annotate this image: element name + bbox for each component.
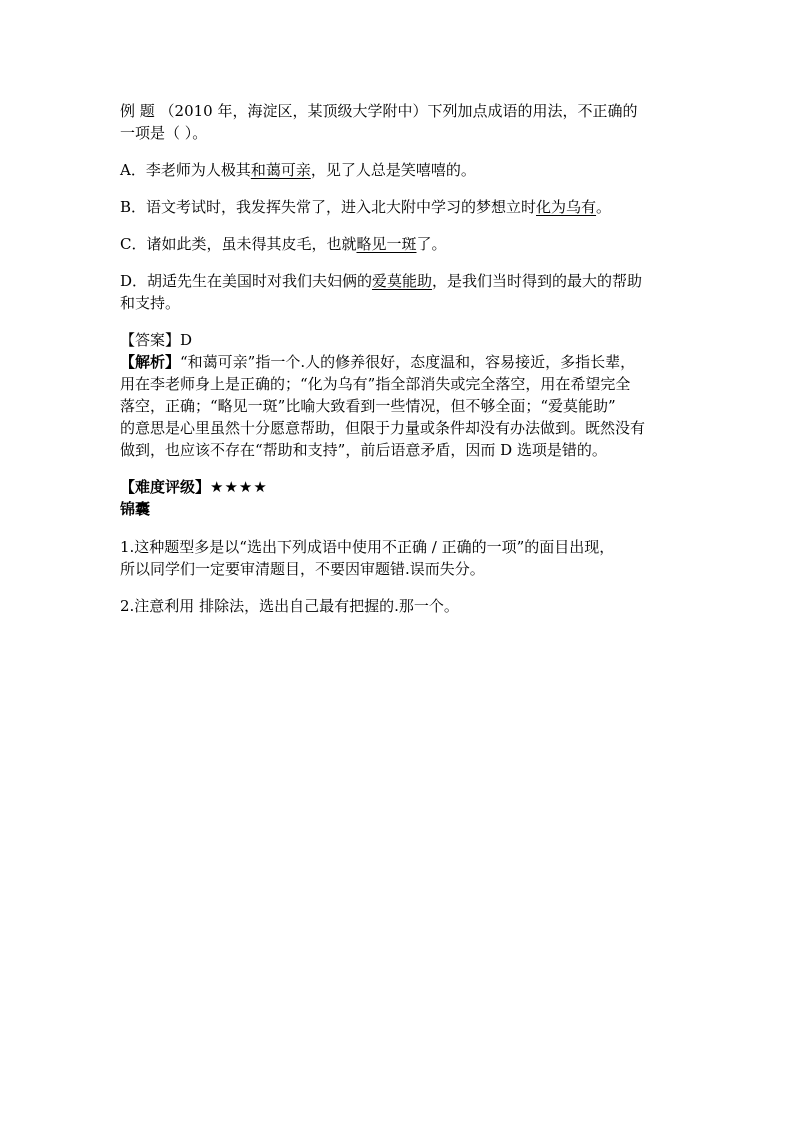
analysis-line-2: 用在李老师身上是正确的；“化为乌有”指全部消失或完全落空，用在希望完全	[120, 375, 631, 393]
option-c-prefix: C．诸如此类，虽未得其皮毛，也就	[120, 235, 357, 253]
answer-block	[120, 329, 680, 461]
question-stem	[120, 100, 680, 144]
option-a-prefix: A．李老师为人极其	[120, 161, 251, 179]
analysis-line-1	[120, 351, 680, 373]
option-b	[120, 196, 680, 218]
question-line-2: 一项是（ ）。	[120, 124, 208, 142]
option-d-suffix: ，是我们当时得到的最大的帮助	[432, 272, 643, 290]
option-c-suffix: 了。	[416, 235, 447, 253]
option-a-idiom: 和蔼可亲	[250, 161, 311, 179]
option-b-prefix: B．语文考试时，我发挥失常了，进入北大附中学习的梦想立时	[120, 198, 537, 216]
question-line-1: 例 题 （2010 年，海淀区，某顶级大学附中）下列加点成语的用法，不正确的	[120, 102, 638, 120]
analysis-label: 【解析】	[120, 353, 181, 371]
tip-item-2: 2.注意利用 排除法，选出自己最有把握的.那一个。	[120, 597, 459, 615]
analysis-line-4: 的意思是心里虽然十分愿意帮助，但限于力量或条件却没有办法做到。既然没有	[120, 419, 646, 437]
tip-item-1-line-2: 所以同学们一定要审清题目，不要因审题错.误而失分。	[120, 560, 485, 578]
option-c-idiom: 略见一斑	[356, 235, 417, 253]
analysis-line-5: 做到，也应该不存在“帮助和支持”，前后语意矛盾，因而 D 选项是错的。	[120, 441, 607, 459]
option-b-idiom: 化为乌有	[536, 198, 597, 216]
option-c	[120, 233, 680, 255]
option-a-suffix: ，见了人总是笑嘻嘻的。	[310, 161, 476, 179]
answer-label: 【答案】	[120, 331, 181, 349]
tips-heading: 锦囊	[120, 500, 151, 518]
option-d-idiom: 爱莫能助	[372, 272, 433, 290]
analysis-text-1: “和蔼可亲”指一个.人的修养很好，态度温和，容易接近，多指长辈，	[180, 353, 636, 371]
analysis-line-3: 落空，正确；“略见一斑”比喻大致看到一些情况，但不够全面；“爱莫能助”	[120, 397, 616, 415]
option-d-prefix: D．胡适先生在美国时对我们夫妇俩的	[120, 272, 373, 290]
option-b-suffix: 。	[596, 198, 612, 216]
star-rating-icons: ★★★★	[210, 478, 268, 496]
option-d	[120, 270, 680, 314]
answer-value: D	[180, 331, 193, 349]
document-page	[120, 100, 680, 617]
option-d-line-1	[120, 270, 680, 292]
tip-item-1-line-1: 1.这种题型多是以“选出下列成语中使用不正确 / 正确的一项”的面目出现，	[120, 538, 615, 556]
difficulty-label: 【难度评级】	[120, 478, 211, 496]
option-a	[120, 159, 680, 181]
answer-line	[120, 329, 680, 351]
option-d-line-2: 和支持。	[120, 294, 181, 312]
tip-item-1	[120, 536, 680, 580]
difficulty-rating	[120, 476, 680, 498]
